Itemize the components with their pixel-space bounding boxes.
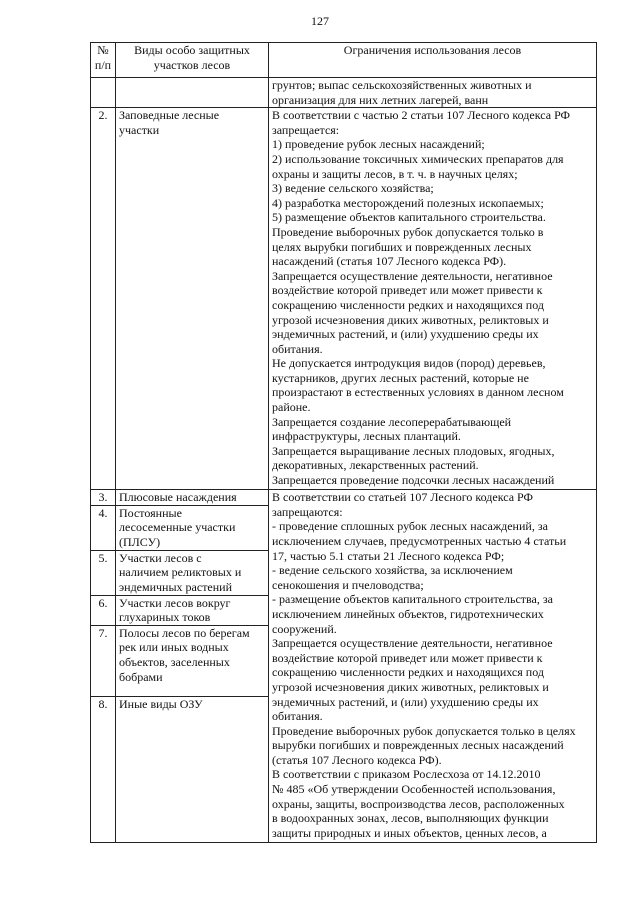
cell-number: 2. [91,108,116,490]
header-zone-type: Виды особо защитных участков лесов [116,43,269,78]
restrictions-table [90,42,597,843]
cell-zone-type: Участки лесов с наличием реликтовых и эндемичных растений [116,550,269,595]
table-row [91,490,597,506]
cell-restrictions: грунтов; выпас сельскохозяйственных животных и организация для них летних лагерей, ванн [269,78,597,108]
header-number: № п/п [91,43,116,78]
cell-zone-type: Участки лесов вокруг глухариных токов [116,595,269,625]
cell-zone-type: Постоянные лесосеменные участки (ПЛСУ) [116,505,269,550]
cell-zone-type: Плюсовые насаждения [116,490,269,506]
table-row [91,108,597,490]
cell-number: 6. [91,595,116,625]
cell-zone-type: Иные виды ОЗУ [116,696,269,842]
cell-number: 7. [91,625,116,696]
cell-restrictions: В соответствии с частью 2 статьи 107 Лесного кодекса РФ запрещается: 1) проведение рубок лесных насаждений; 2) использование токсичных химических препаратов для охраны и защиты лесов, в т. ч. в научных целях; 3) ведение сельского хозяйства; 4) разработка месторождений полезных ископаемых; 5) размещение объектов капитального строительства. Проведение выборочных рубок допускается только в целях вырубки погибших и поврежденных лесных насаждений (статья 107 Лесного кодекса РФ). Запрещается осуществление деятельности, негативное воздействие которой приведет или может привести к сокращению численности редких и находящихся под угрозой исчезновения диких животных, реликтовых и эндемичных растений, и (или) ухудшению среды их обитания. Не допускается интродукция видов (пород) деревьев, кустарников, других лесных растений, которые не произрастают в естественных условиях в данном лесном районе. Запрещается создание лесоперерабатывающей инфраструктуры, лесных плантаций. Запрещается выращивание лесных плодовых, ягодных, декоративных, лекарственных растений. Запрещается проведение подсочки лесных насаждений [269,108,597,490]
cell-number [91,78,116,108]
cell-zone-type: Заповедные лесные участки [116,108,269,490]
page-number: 127 [311,14,329,28]
cell-number: 3. [91,490,116,506]
header-restrictions: Ограничения использования лесов [269,43,597,78]
table-row-continuation [91,78,597,108]
cell-zone-type [116,78,269,108]
cell-zone-type: Полосы лесов по берегам рек или иных водных объектов, заселенных бобрами [116,625,269,696]
cell-number: 4. [91,505,116,550]
table-header-row [91,43,597,78]
cell-restrictions-merged: В соответствии со статьей 107 Лесного кодекса РФ запрещаются: - проведение сплошных рубок лесных насаждений, за исключением случаев, предусмотренных частью 4 статьи 17, частью 5.1 статьи 21 Лесного кодекса РФ; - ведение сельского хозяйства, за исключением сенокошения и пчеловодства; - размещение объектов капитального строительства, за исключением линейных объектов, гидротехнических сооружений. Запрещается осуществление деятельности, негативное воздействие которой приведет или может привести к сокращению численности редких и находящихся под угрозой исчезновения диких животных, реликтовых и эндемичных растений, и (или) ухудшению среды их обитания. Проведение выборочных рубок допускается только в целях вырубки погибших и поврежденных лесных насаждений (статья 107 Лесного кодекса РФ). В соответствии с приказом Рослесхоза от 14.12.2010 № 485 «Об утверждении Особенностей использования, охраны, защиты, воспроизводства лесов, расположенных в водоохранных зонах, лесов, выполняющих функции защиты природных и иных объектов, ценных лесов, а [269,490,597,843]
cell-number: 8. [91,696,116,842]
cell-number: 5. [91,550,116,595]
